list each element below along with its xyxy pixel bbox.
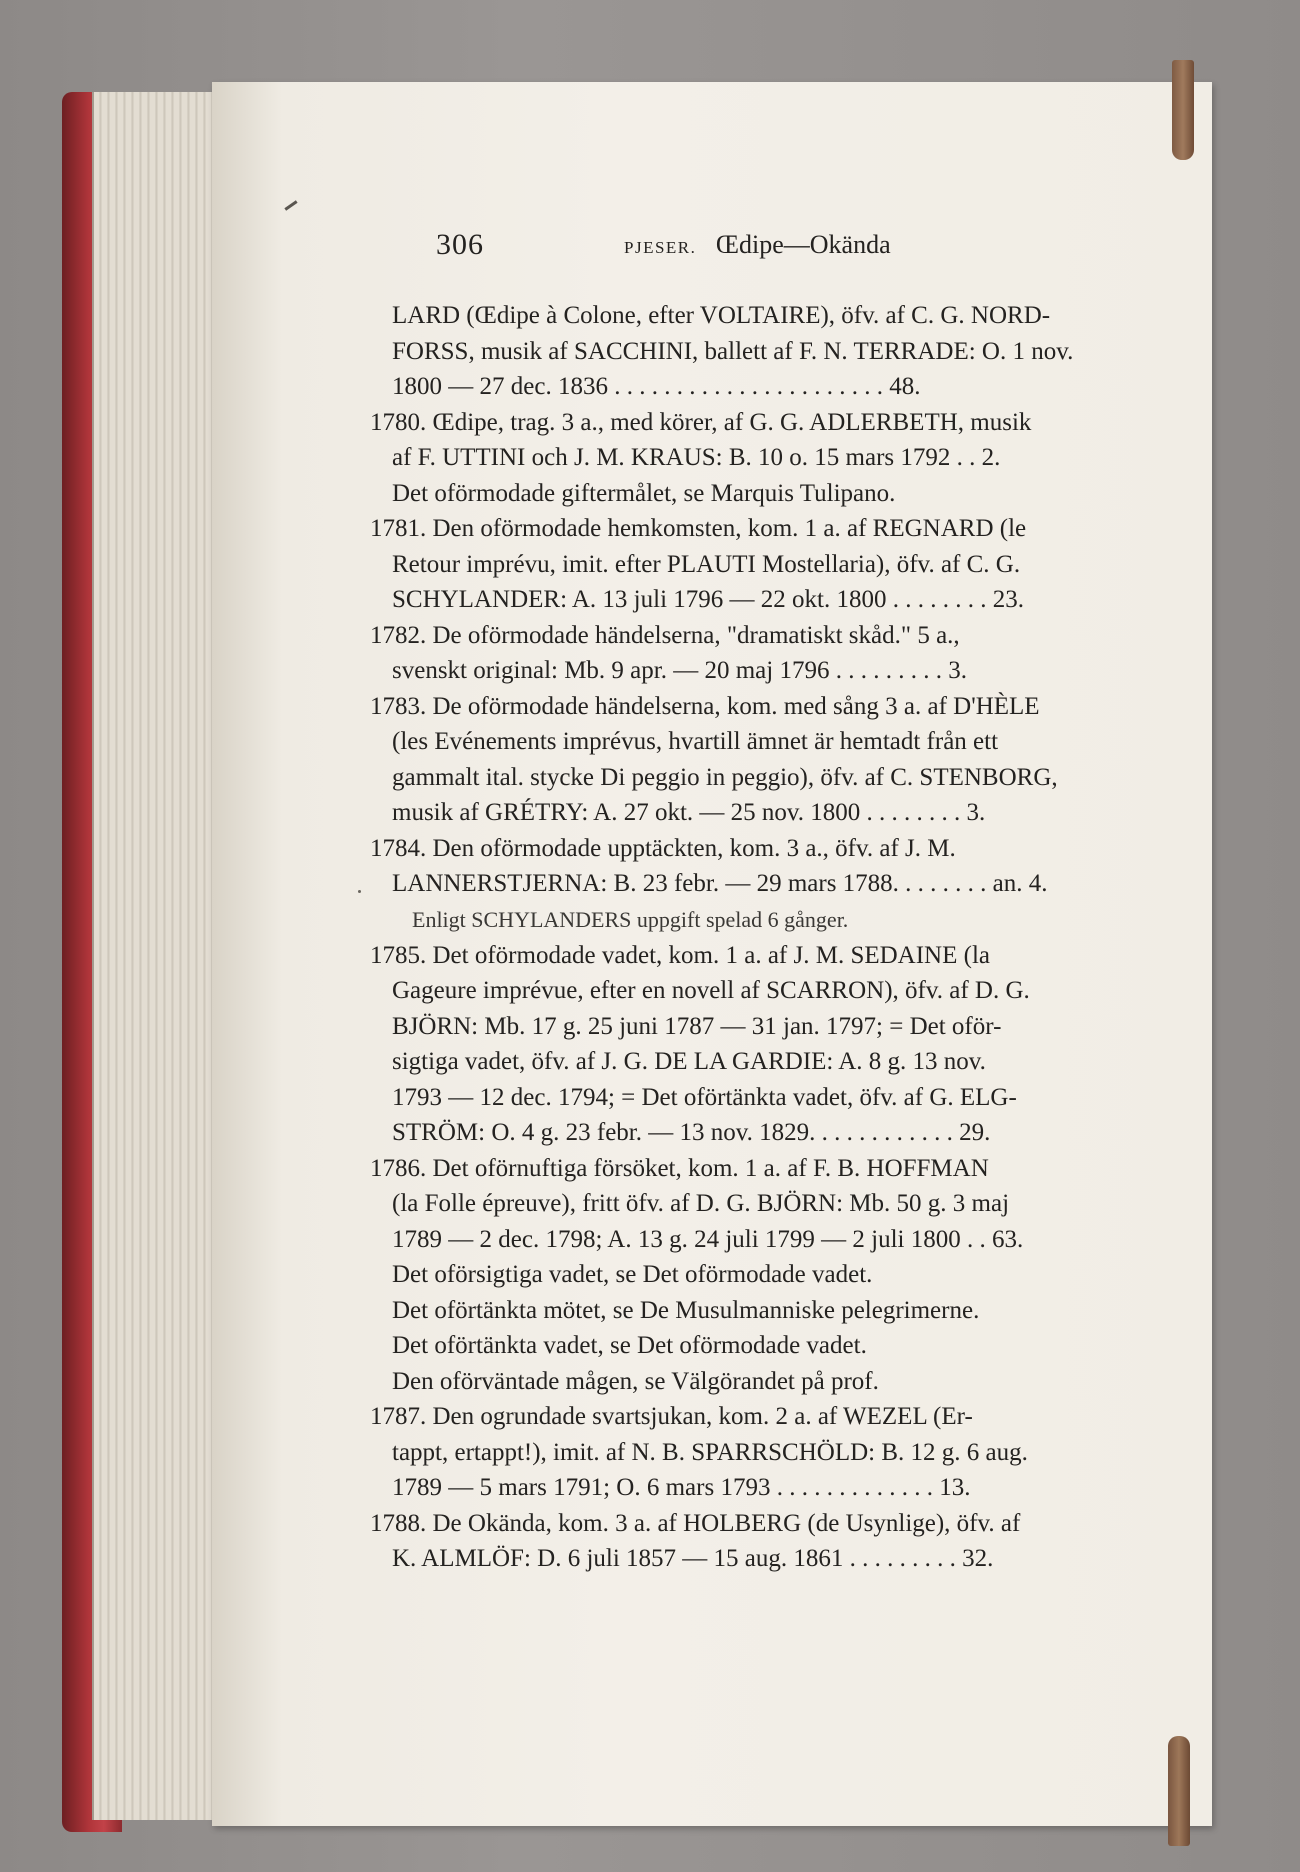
entry-line-1787: 1787. Den ogrundade svartsjukan, kom. 2 a. af WEZEL (Er- — [370, 1403, 973, 1430]
footnote-line: Enligt SCHYLANDERS uppgift spelad 6 gånger. — [412, 906, 849, 932]
page-number: 306 — [436, 228, 484, 261]
holding-strap-top — [1172, 60, 1194, 160]
entry-line-1781: 1781. Den oförmodade hemkomsten, kom. 1 a. af REGNARD (le — [370, 515, 1027, 542]
cross-reference-line: Det oförtänkta vadet, se Det oförmodade vadet. — [392, 1332, 867, 1359]
text-line: gammalt ital. stycke Di peggio in peggio), öfv. af C. STENBORG, — [392, 763, 1058, 791]
text-line: LARD (Œdipe à Colone, efter VOLTAIRE), öfv. af C. G. NORD- — [392, 302, 1051, 329]
cross-reference-line: Det oförtänkta mötet, se De Musulmanniske pelegrimerne. — [392, 1296, 980, 1324]
entry-line-1788: 1788. De Okända, kom. 3 a. af HOLBERG (de Usynlige), öfv. af — [370, 1509, 1021, 1537]
entry-line-1784: 1784. Den oförmodade upptäckten, kom. 3 a., öfv. af J. M. — [370, 834, 956, 862]
text-line: (les Evénements imprévus, hvartill ämnet är hemtadt från ett — [392, 728, 999, 755]
text-line: (la Folle épreuve), fritt öfv. af D. G. BJÖRN: Mb. 50 g. 3 maj — [392, 1190, 1010, 1217]
holding-strap-bottom — [1168, 1736, 1190, 1846]
text-line: Gageure imprévue, efter en novell af SCARRON), öfv. af D. G. — [392, 977, 1030, 1004]
page-edges — [92, 92, 224, 1820]
text-line: musik af GRÉTRY: A. 27 okt. — 25 nov. 1800 . . . . . . . . 3. — [392, 799, 986, 826]
running-head — [392, 228, 1192, 270]
text-line: BJÖRN: Mb. 17 g. 25 juni 1787 — 31 jan. 1797; = Det oför- — [392, 1012, 1002, 1040]
running-head-title — [624, 230, 891, 260]
entry-line-1783: 1783. De oförmodade händelserna, kom. med sång 3 a. af D'HÈLE — [370, 692, 1040, 720]
text-line: 1789 — 5 mars 1791; O. 6 mars 1793 . . . . . . . . . . . . . 13. — [392, 1474, 971, 1501]
text-line: tappt, ertappt!), imit. af N. B. SPARRSCHÖLD: B. 12 g. 6 aug. — [392, 1438, 1028, 1466]
text-line: 1793 — 12 dec. 1794; = Det oförtänkta vadet, öfv. af G. ELG- — [392, 1083, 1017, 1111]
entry-lines — [370, 298, 1192, 1577]
text-line: af F. UTTINI och J. M. KRAUS: B. 10 o. 15 mars 1792 . . 2. — [392, 444, 1001, 471]
text-line: K. ALMLÖF: D. 6 juli 1857 — 15 aug. 1861 . . . . . . . . . 32. — [392, 1545, 994, 1572]
running-head-section: PJESER. — [624, 238, 697, 257]
text-line: LANNERSTJERNA: B. 23 febr. — 29 mars 1788. . . . . . . . an. 4. — [392, 870, 1048, 897]
text-line: FORSS, musik af SACCHINI, ballett af F. N. TERRADE: O. 1 nov. — [392, 337, 1074, 365]
text-line: STRÖM: O. 4 g. 23 febr. — 13 nov. 1829. . . . . . . . . . . . 29. — [392, 1119, 991, 1146]
text-line: SCHYLANDER: A. 13 juli 1796 — 22 okt. 1800 . . . . . . . . 23. — [392, 586, 1024, 613]
cross-reference-line: Den oförväntade mågen, se Välgörandet på prof. — [392, 1367, 879, 1395]
text-line: Retour imprévu, imit. efter PLAUTI Mostellaria), öfv. af C. G. — [392, 550, 1021, 578]
text-line: sigtiga vadet, öfv. af J. G. DE LA GARDIE: A. 8 g. 13 nov. — [392, 1048, 986, 1075]
cross-reference-line: Det oförmodade giftermålet, se Marquis Tulipano. — [392, 479, 896, 507]
page-text — [370, 228, 1192, 1577]
text-line: 1789 — 2 dec. 1798; A. 13 g. 24 juli 1799 — 2 juli 1800 . . 63. — [392, 1225, 1024, 1253]
entry-line-1780: 1780. Œdipe, trag. 3 a., med körer, af G. G. ADLERBETH, musik — [370, 408, 1032, 436]
text-line: 1800 — 27 dec. 1836 . . . . . . . . . . . . . . . . . . . . . . 48. — [392, 373, 921, 400]
running-head-range: Œdipe—Okända — [715, 230, 891, 259]
entry-line-1782: 1782. De oförmodade händelserna, "dramatiskt skåd." 5 a., — [370, 621, 960, 649]
entry-line-1785: 1785. Det oförmodade vadet, kom. 1 a. af J. M. SEDAINE (la — [370, 941, 990, 969]
entry-line-1786: 1786. Det oförnuftiga försöket, kom. 1 a. af F. B. HOFFMAN — [370, 1154, 989, 1182]
text-line: svenskt original: Mb. 9 apr. — 20 maj 1796 . . . . . . . . . 3. — [392, 657, 967, 684]
cross-reference-line: Det oförsigtiga vadet, se Det oförmodade vadet. — [392, 1261, 873, 1288]
pencil-dot — [358, 890, 361, 893]
